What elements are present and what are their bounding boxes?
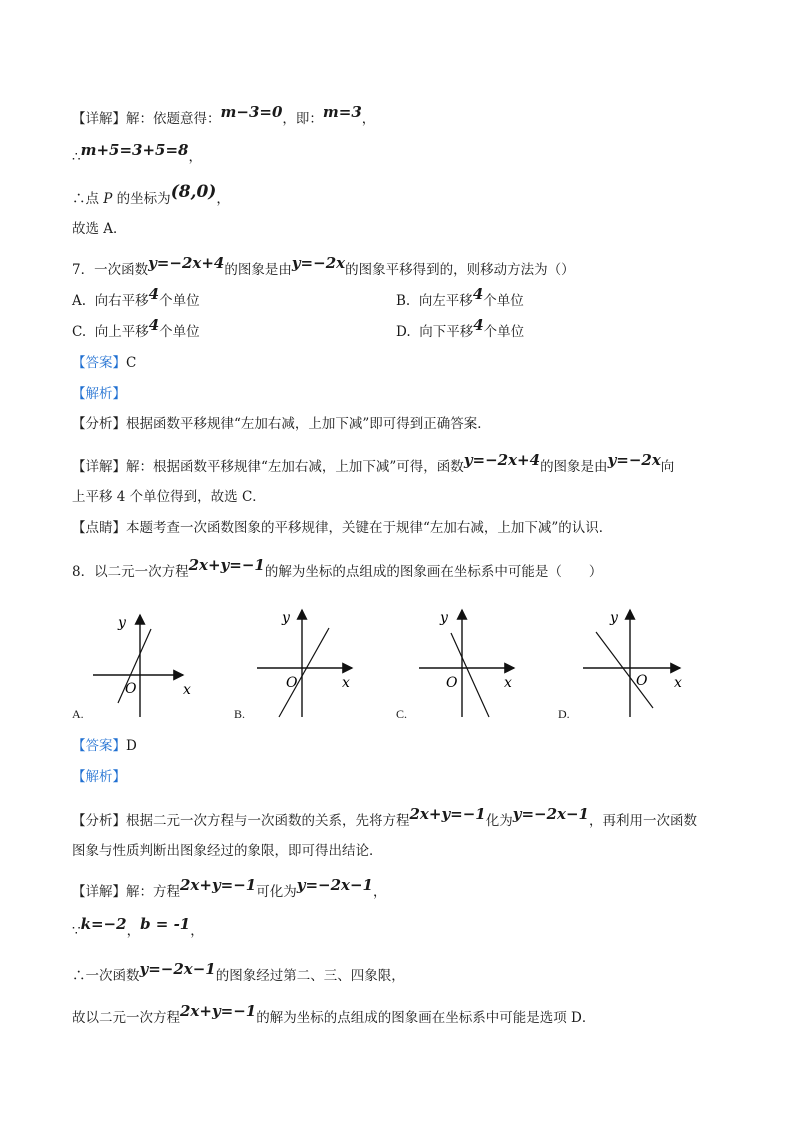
x-label: x (342, 675, 350, 691)
answer-tag: 【答案】 (72, 738, 126, 754)
q7-analysis-tag: 【解析】 (72, 386, 126, 402)
x-label: x (504, 675, 512, 691)
x-label: x (183, 682, 191, 698)
math-expr: 2x+y=−1 (180, 1002, 257, 1020)
math-expr: y=−2x+4 (463, 451, 541, 469)
q8-answer: 【答案】D (72, 738, 137, 754)
graph-line (596, 632, 653, 708)
q7-detail-line2: 上平移 4 个单位得到，故选 C． (72, 489, 266, 505)
y-label: y (610, 610, 618, 626)
q7-answer: 【答案】C (72, 355, 137, 371)
q8-because: ∵k=−2，b = -1， (72, 915, 204, 939)
graph-a-label: A. (72, 707, 84, 721)
y-label: y (282, 610, 290, 626)
q8-fenxi: 【分析】根据二元一次方程与一次函数的关系，先将方程2x+y=−1化为y=−2x−1，再利用一次函数 (72, 805, 697, 829)
graph-line (279, 628, 329, 717)
q7-detail: 【详解】解：根据函数平移规律“左加右减，上加下减”可得，函数y=−2x+4的图象是由y=−2x向 (72, 451, 675, 475)
q8-fenxi-line2: 图象与性质判断出图象经过的象限，即可得出结论． (72, 843, 383, 859)
math-expr: y=−2x (607, 451, 661, 469)
q6-line3: ∴点 P 的坐标为(8,0)， (72, 182, 230, 207)
q7-fenxi: 【分析】根据函数平移规律“左加右减，上加下减”即可得到正确答案． (72, 416, 491, 432)
q7-stem: 7．一次函数y=−2x+4的图象是由y=−2x的图象平移得到的，则移动方法为（） (72, 254, 575, 278)
math-expr: 2x+y=−1 (188, 556, 265, 574)
q7-dianjing: 【点睛】本题考查一次函数图象的平移规律，关键在于规律“左加右减，上加下减”的认识． (72, 520, 613, 536)
q8-stem: 8．以二元一次方程2x+y=−1的解为坐标的点组成的图象画在坐标系中可能是（ ） (72, 556, 603, 580)
x-label: x (674, 675, 682, 691)
math-expr: k=−2 (80, 915, 127, 933)
graph-b-label: B. (234, 707, 246, 721)
q8-final: 故以二元一次方程2x+y=−1的解为坐标的点组成的图象画在坐标系中可能是选项 D． (72, 1002, 596, 1026)
q7-option-c[interactable]: C. 向上平移4个单位 (72, 316, 200, 340)
math-expr: b = -1 (140, 915, 191, 933)
math-expr: m=3 (322, 103, 362, 121)
math-expr: y=−2x−1 (139, 960, 216, 978)
graph-d-label: D. (558, 707, 570, 721)
graph-b[interactable] (252, 605, 362, 720)
y-label: y (440, 610, 448, 626)
answer-tag: 【答案】 (72, 355, 126, 371)
graph-c[interactable] (414, 605, 524, 720)
graph-a[interactable] (88, 605, 198, 720)
q6-conclusion: 故选 A． (72, 221, 127, 237)
question-number: 8． (72, 564, 95, 580)
math-expr: (8,0) (170, 182, 217, 202)
math-expr: y=−2x−1 (296, 876, 373, 894)
detail-tag: 【详解】 (72, 111, 126, 127)
math-expr: m−3=0 (220, 103, 283, 121)
math-expr: m+5=3+5=8 (80, 141, 189, 159)
q6-line2: ∴m+5=3+5=8， (72, 141, 202, 165)
graph-d[interactable] (578, 605, 688, 720)
graph-c-label: C. (396, 707, 408, 721)
y-label: y (118, 615, 126, 631)
q7-option-b[interactable]: B. 向左平移4个单位 (396, 285, 524, 309)
q8-detail: 【详解】解：方程2x+y=−1可化为y=−2x−1， (72, 876, 387, 900)
math-expr: 2x+y=−1 (409, 805, 486, 823)
q7-option-d[interactable]: D. 向下平移4个单位 (396, 316, 525, 340)
origin-label: O (286, 675, 298, 691)
q8-analysis-tag: 【解析】 (72, 769, 126, 785)
math-expr: 2x+y=−1 (180, 876, 257, 894)
math-expr: y=−2x−1 (512, 805, 589, 823)
q7-option-a[interactable]: A. 向右平移4个单位 (72, 285, 200, 309)
q6-detail-line: 【详解】解：依题意得：m−3=0，即：m=3， (72, 103, 376, 127)
question-number: 7． (72, 262, 95, 278)
math-expr: y=−2x+4 (148, 254, 225, 272)
math-expr: y=−2x (291, 254, 346, 272)
origin-label: O (636, 673, 648, 689)
origin-label: O (125, 681, 137, 697)
q8-therefore: ∴一次函数y=−2x−1的图象经过第二、三、四象限， (72, 960, 405, 984)
origin-label: O (446, 675, 458, 691)
